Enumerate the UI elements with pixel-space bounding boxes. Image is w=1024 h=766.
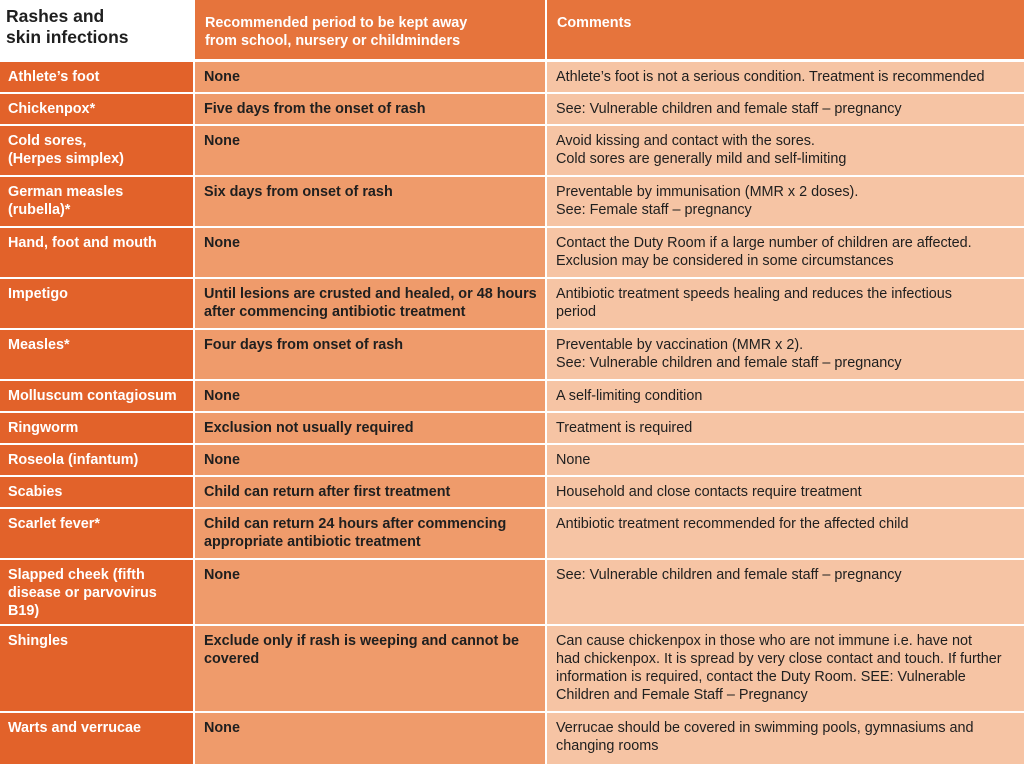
table-row (0, 279, 1024, 330)
period-cell: Four days from onset of rash (195, 330, 547, 381)
comments-cell: Verrucae should be covered in swimming pools, gymnasiums and changing rooms (547, 713, 1024, 766)
table-row (0, 177, 1024, 228)
condition-cell: Measles* (0, 330, 195, 381)
comments-cell: Contact the Duty Room if a large number of children are affected. Exclusion may be considered in some circumstances (547, 228, 1024, 279)
table-row (0, 228, 1024, 279)
comments-cell: Household and close contacts require treatment (547, 477, 1024, 509)
period-cell: None (195, 381, 547, 413)
condition-cell: Warts and verrucae (0, 713, 195, 766)
comments-cell: Athlete’s foot is not a serious condition. Treatment is recommended (547, 62, 1024, 94)
period-cell: None (195, 713, 547, 766)
table-row (0, 445, 1024, 477)
period-cell: None (195, 62, 547, 94)
period-cell: Six days from onset of rash (195, 177, 547, 228)
period-cell: Child can return after first treatment (195, 477, 547, 509)
table-row (0, 413, 1024, 445)
condition-cell: Ringworm (0, 413, 195, 445)
table-row (0, 560, 1024, 626)
comments-cell: Preventable by vaccination (MMR x 2). See: Vulnerable children and female staff – pregnancy (547, 330, 1024, 381)
table-title: Rashes and skin infections (0, 0, 195, 62)
condition-cell: Shingles (0, 626, 195, 713)
table-row (0, 330, 1024, 381)
comments-cell: See: Vulnerable children and female staff – pregnancy (547, 94, 1024, 126)
condition-cell: Scarlet fever* (0, 509, 195, 560)
condition-cell: Hand, foot and mouth (0, 228, 195, 279)
comments-column-header: Comments (547, 0, 1024, 62)
period-cell: Exclude only if rash is weeping and cannot be covered (195, 626, 547, 713)
period-cell: Five days from the onset of rash (195, 94, 547, 126)
condition-cell: Cold sores, (Herpes simplex) (0, 126, 195, 177)
comments-cell: Preventable by immunisation (MMR x 2 doses). See: Female staff – pregnancy (547, 177, 1024, 228)
condition-cell: Athlete’s foot (0, 62, 195, 94)
condition-cell: Scabies (0, 477, 195, 509)
table-row (0, 509, 1024, 560)
comments-cell: Antibiotic treatment speeds healing and reduces the infectious period (547, 279, 1024, 330)
table-row (0, 62, 1024, 94)
comments-cell: Treatment is required (547, 413, 1024, 445)
condition-cell: Roseola (infantum) (0, 445, 195, 477)
comments-cell: None (547, 445, 1024, 477)
table-row (0, 94, 1024, 126)
condition-cell: Chickenpox* (0, 94, 195, 126)
table-row (0, 381, 1024, 413)
period-cell: Child can return 24 hours after commencing appropriate antibiotic treatment (195, 509, 547, 560)
condition-cell: Impetigo (0, 279, 195, 330)
comments-cell: See: Vulnerable children and female staff – pregnancy (547, 560, 1024, 626)
period-cell: None (195, 560, 547, 626)
comments-cell: Avoid kissing and contact with the sores. Cold sores are generally mild and self-limiting (547, 126, 1024, 177)
header-row (0, 0, 1024, 62)
comments-cell: Can cause chickenpox in those who are not immune i.e. have not had chickenpox. It is spread by very close contact and touch. If further information is required, contact the Duty Room. SEE: Vulnerable Children and Female Staff – Pregnancy (547, 626, 1024, 713)
table-row (0, 626, 1024, 713)
condition-cell: Molluscum contagiosum (0, 381, 195, 413)
period-cell: None (195, 228, 547, 279)
table-row (0, 477, 1024, 509)
table-row (0, 126, 1024, 177)
period-column-header: Recommended period to be kept away from school, nursery or childminders (195, 0, 547, 62)
period-cell: Until lesions are crusted and healed, or 48 hours after commencing antibiotic treatment (195, 279, 547, 330)
period-cell: Exclusion not usually required (195, 413, 547, 445)
period-cell: None (195, 445, 547, 477)
period-cell: None (195, 126, 547, 177)
table-row (0, 713, 1024, 766)
comments-cell: Antibiotic treatment recommended for the affected child (547, 509, 1024, 560)
condition-cell: Slapped cheek (fifth disease or parvovirus B19) (0, 560, 195, 626)
condition-cell: German measles (rubella)* (0, 177, 195, 228)
comments-cell: A self-limiting condition (547, 381, 1024, 413)
